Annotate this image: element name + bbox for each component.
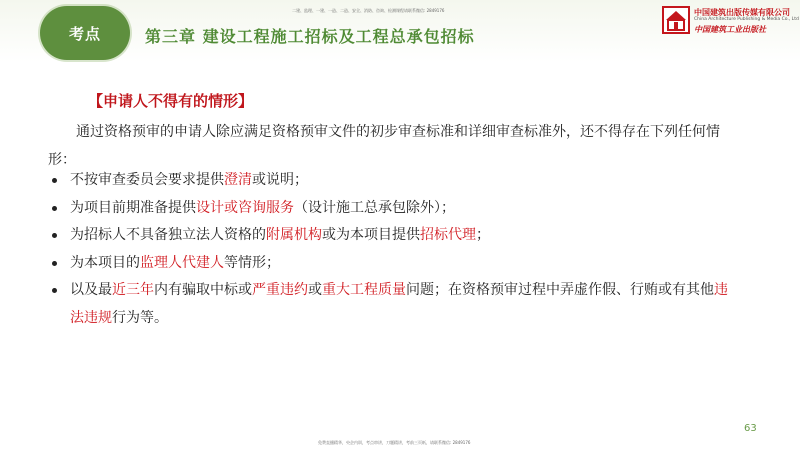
topic-badge-label: 考点 bbox=[68, 24, 101, 43]
publisher-name-en: China Architecture Publishing & Media Co., Ltd bbox=[694, 17, 799, 22]
publisher-logo-icon bbox=[662, 6, 690, 34]
list-item-text: （设计施工总承包除外）； bbox=[294, 199, 455, 216]
list-item-text: 行为等。 bbox=[112, 309, 168, 326]
list-item-text: 或 bbox=[308, 282, 322, 298]
list-item-text: 不按审查委员会要求提供 bbox=[70, 172, 224, 188]
section-heading: 【申请人不得有的情形】 bbox=[88, 92, 254, 110]
list-item-text: ； bbox=[476, 227, 490, 243]
list-item-text: 等情形； bbox=[224, 254, 280, 271]
highlighted-term: 设计或咨询服务 bbox=[196, 199, 294, 216]
list-item-text: 为项目前期准备提供 bbox=[70, 199, 196, 216]
highlighted-term: 监理人代建人 bbox=[140, 254, 224, 271]
bullet-dot-icon bbox=[52, 261, 57, 266]
bottom-notice: 免费直播精华，央企内训，考点串讲，刀题精讲，考前三页纸，请联系微信: 2849176 bbox=[318, 440, 471, 445]
topic-badge bbox=[40, 6, 130, 60]
publisher-logo bbox=[662, 6, 799, 36]
highlighted-term: 近三年 bbox=[112, 282, 154, 298]
highlighted-term: 违法违规 bbox=[70, 282, 728, 326]
page-number: 63 bbox=[744, 423, 757, 434]
publisher-name-cn: 中国建筑出版传媒有限公司 bbox=[694, 8, 790, 17]
list-item-text: 内有骗取中标或 bbox=[154, 282, 252, 298]
list-item bbox=[48, 222, 728, 250]
chapter-title: 第三章 建设工程施工招标及工程总承包招标 bbox=[145, 27, 475, 46]
list-item-text: 问题；在资格预审过程中弄虚作假、行贿或有其他 bbox=[406, 282, 714, 298]
list-item bbox=[48, 167, 728, 195]
list-item-text: 以及最 bbox=[70, 282, 112, 298]
highlighted-term: 招标代理 bbox=[420, 227, 476, 243]
highlighted-term: 澄清 bbox=[224, 172, 252, 188]
list-item bbox=[48, 195, 728, 223]
publisher-name-cn-secondary: 中国建筑工业出版社 bbox=[694, 25, 766, 34]
highlighted-term: 严重违约 bbox=[252, 282, 308, 298]
requirement-list bbox=[48, 167, 728, 332]
bullet-dot-icon bbox=[52, 288, 57, 293]
bullet-dot-icon bbox=[52, 178, 57, 183]
intro-paragraph: 通过资格预审的申请人除应满足资格预审文件的初步审查标准和详细审查标准外，还不得存在下列任何情形： bbox=[48, 124, 720, 168]
bullet-dot-icon bbox=[52, 233, 57, 238]
bullet-dot-icon bbox=[52, 206, 57, 211]
list-item-text: 为招标人不具备独立法人资格的 bbox=[70, 227, 266, 243]
list-item bbox=[48, 250, 728, 278]
list-item bbox=[48, 277, 728, 332]
highlighted-term: 重大工程质量 bbox=[322, 282, 406, 298]
list-item-text: 或为本项目提供 bbox=[322, 227, 420, 243]
list-item-text: 或说明； bbox=[252, 172, 308, 188]
highlighted-term: 附属机构 bbox=[266, 227, 322, 243]
list-item-text: 为本项目的 bbox=[70, 254, 140, 271]
top-notice: 二建、监理、一建、一造、二造、安全、消防、咨询、检测课程请联系微信: 2849176 bbox=[292, 8, 445, 13]
